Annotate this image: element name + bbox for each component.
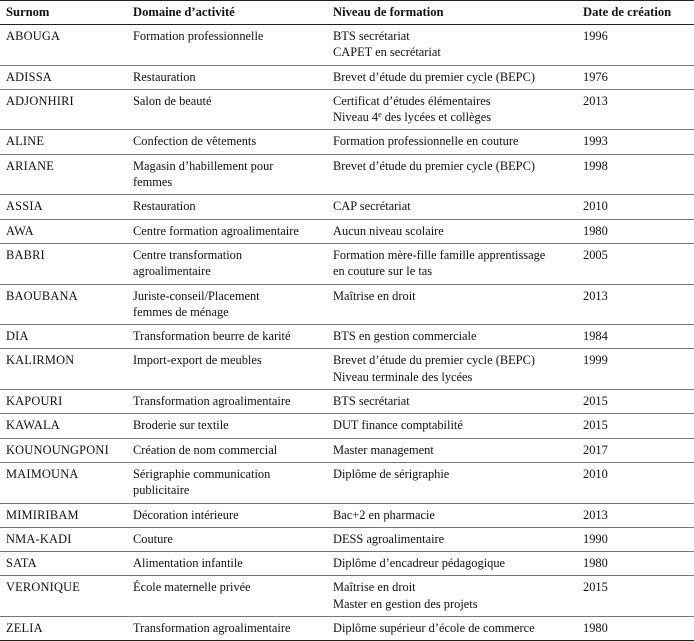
formation-line: Niveau terminale des lycées	[333, 369, 473, 384]
cell-domaine	[127, 325, 327, 349]
cell-domaine	[127, 462, 327, 503]
formation-line: Aucun niveau scolaire	[333, 223, 444, 238]
cell-surnom: BABRI	[0, 243, 127, 284]
formation-line: Formation mère-fille famille apprentissage	[333, 247, 546, 262]
cell-formation	[327, 325, 577, 349]
table-row	[0, 390, 694, 414]
cell-domaine	[127, 438, 327, 462]
cell-surnom: KAWALA	[0, 414, 127, 438]
cell-surnom: DIA	[0, 325, 127, 349]
cell-domaine	[127, 154, 327, 195]
domaine-line: Broderie sur textile	[133, 418, 229, 433]
cell-surnom: SATA	[0, 552, 127, 576]
cell-formation	[327, 349, 577, 390]
cell-domaine	[127, 25, 327, 66]
formation-line: Niveau 4e des lycées et collèges	[333, 110, 492, 125]
domaine-line: Import-export de meubles	[133, 353, 262, 368]
cell-surnom: KOUNOUNGPONI	[0, 438, 127, 462]
cell-formation	[327, 243, 577, 284]
cell-surnom: ARIANE	[0, 154, 127, 195]
cell-surnom: ALINE	[0, 130, 127, 154]
cell-formation	[327, 65, 577, 89]
formation-line: Diplôme d’encadreur pédagogique	[333, 556, 506, 571]
cell-domaine	[127, 552, 327, 576]
domaine-line: Création de nom commercial	[133, 442, 278, 457]
table-row	[0, 89, 694, 130]
table-row	[0, 154, 694, 195]
domaine-line: Couture	[133, 531, 173, 546]
cell-domaine	[127, 219, 327, 243]
cell-domaine	[127, 65, 327, 89]
header-date: Date de création	[577, 1, 694, 25]
formation-line: DUT finance comptabilité	[333, 418, 463, 433]
cell-surnom: MAIMOUNA	[0, 462, 127, 503]
formation-line: Bac+2 en pharmacie	[333, 507, 435, 522]
cell-date: 2015	[577, 390, 694, 414]
cell-formation	[327, 438, 577, 462]
cell-date: 1993	[577, 130, 694, 154]
cell-domaine	[127, 243, 327, 284]
table-row	[0, 617, 694, 641]
cell-surnom: KALIRMON	[0, 349, 127, 390]
domaine-line: Centre transformation	[133, 247, 243, 262]
formation-line: Diplôme supérieur d’école de commerce	[333, 621, 535, 636]
cell-formation	[327, 89, 577, 130]
cell-surnom: KAPOURI	[0, 390, 127, 414]
table-row	[0, 527, 694, 551]
domaine-line: Transformation beurre de karité	[133, 329, 291, 344]
cell-formation	[327, 462, 577, 503]
cell-date: 2010	[577, 462, 694, 503]
cell-surnom: VERONIQUE	[0, 576, 127, 617]
formation-line: CAP secrétariat	[333, 199, 411, 214]
cell-date: 2017	[577, 438, 694, 462]
cell-formation	[327, 130, 577, 154]
cell-domaine	[127, 284, 327, 325]
cell-date: 1980	[577, 552, 694, 576]
table-row	[0, 552, 694, 576]
formation-line: Certificat d’études élémentaires	[333, 93, 491, 108]
domaine-line: Juriste-conseil/Placement	[133, 288, 260, 303]
cell-surnom: MIMIRIBAM	[0, 503, 127, 527]
cell-surnom: AWA	[0, 219, 127, 243]
table-row	[0, 325, 694, 349]
formation-line: BTS en gestion commerciale	[333, 329, 477, 344]
domaine-line: École maternelle privée	[133, 580, 251, 595]
table-body	[0, 25, 694, 641]
domaine-line: Restauration	[133, 69, 196, 84]
table-row	[0, 462, 694, 503]
formation-line: BTS secrétariat	[333, 394, 410, 409]
cell-formation	[327, 414, 577, 438]
cell-surnom: ZELIA	[0, 617, 127, 641]
table-row	[0, 219, 694, 243]
formation-line: en couture sur le tas	[333, 264, 433, 279]
table-row	[0, 503, 694, 527]
cell-date: 1990	[577, 527, 694, 551]
cell-date: 2013	[577, 284, 694, 325]
cell-date: 2010	[577, 195, 694, 219]
table-row	[0, 349, 694, 390]
cell-domaine	[127, 503, 327, 527]
domaine-line: Magasin d’habillement pour	[133, 158, 274, 173]
formation-line: Brevet d’étude du premier cycle (BEPC)	[333, 69, 535, 84]
domaine-line: agroalimentaire	[133, 264, 211, 279]
formation-line: CAPET en secrétariat	[333, 45, 441, 60]
cell-date: 2013	[577, 503, 694, 527]
formation-line: Diplôme de sérigraphie	[333, 466, 450, 481]
domaine-line: Formation professionnelle	[133, 29, 264, 43]
cell-surnom: ABOUGA	[0, 25, 127, 66]
cell-date: 1998	[577, 154, 694, 195]
header-domaine: Domaine d’activité	[127, 1, 327, 25]
cell-formation	[327, 284, 577, 325]
cell-date: 2015	[577, 414, 694, 438]
table-row	[0, 130, 694, 154]
cell-date: 2005	[577, 243, 694, 284]
cell-surnom: ADJONHIRI	[0, 89, 127, 130]
cell-surnom: ADISSA	[0, 65, 127, 89]
header-formation: Niveau de formation	[327, 1, 577, 25]
formation-line: DESS agroalimentaire	[333, 531, 445, 546]
domaine-line: Alimentation infantile	[133, 556, 243, 571]
formation-line: Master management	[333, 442, 434, 457]
domaine-line: Transformation agroalimentaire	[133, 394, 291, 409]
domaine-line: Transformation agroalimentaire	[133, 621, 291, 636]
formation-line: Brevet d’étude du premier cycle (BEPC)	[333, 353, 535, 368]
cell-formation	[327, 576, 577, 617]
cell-date: 1976	[577, 65, 694, 89]
cell-domaine	[127, 195, 327, 219]
cell-formation	[327, 552, 577, 576]
table-row	[0, 243, 694, 284]
table-row	[0, 576, 694, 617]
cell-date: 2013	[577, 89, 694, 130]
domaine-line: Sérigraphie communication	[133, 466, 271, 481]
formation-line: BTS secrétariat	[333, 29, 410, 43]
cell-date: 1984	[577, 325, 694, 349]
formation-line: Brevet d’étude du premier cycle (BEPC)	[333, 158, 535, 173]
formation-line: Master en gestion des projets	[333, 596, 478, 611]
cell-domaine	[127, 576, 327, 617]
cell-domaine	[127, 89, 327, 130]
domaine-line: Décoration intérieure	[133, 507, 239, 522]
table-header-row	[0, 1, 694, 25]
cell-formation	[327, 195, 577, 219]
cell-formation	[327, 390, 577, 414]
table-row	[0, 65, 694, 89]
cell-date: 1999	[577, 349, 694, 390]
table-row	[0, 195, 694, 219]
table-row	[0, 284, 694, 325]
cell-formation	[327, 219, 577, 243]
cell-date: 1996	[577, 25, 694, 66]
cell-domaine	[127, 414, 327, 438]
domaine-line: publicitaire	[133, 483, 190, 498]
domaine-line: femmes	[133, 175, 173, 190]
cell-date: 2015	[577, 576, 694, 617]
table-row	[0, 438, 694, 462]
cell-date: 1980	[577, 219, 694, 243]
domaine-line: Centre formation agroalimentaire	[133, 223, 299, 238]
domaine-line: femmes de ménage	[133, 304, 229, 319]
cell-formation	[327, 503, 577, 527]
domaine-line: Confection de vêtements	[133, 134, 257, 149]
formation-line: Formation professionnelle en couture	[333, 134, 519, 149]
header-surnom: Surnom	[0, 1, 127, 25]
cell-domaine	[127, 349, 327, 390]
cell-formation	[327, 527, 577, 551]
cell-domaine	[127, 617, 327, 641]
cell-surnom: BAOUBANA	[0, 284, 127, 325]
cell-formation	[327, 154, 577, 195]
table-row	[0, 25, 694, 66]
formation-line: Maîtrise en droit	[333, 288, 416, 303]
cell-domaine	[127, 390, 327, 414]
cell-date: 1980	[577, 617, 694, 641]
cell-domaine	[127, 130, 327, 154]
cell-domaine	[127, 527, 327, 551]
domaine-line: Restauration	[133, 199, 196, 214]
cell-surnom: ASSIA	[0, 195, 127, 219]
cell-surnom: NMA-KADI	[0, 527, 127, 551]
cell-formation	[327, 617, 577, 641]
cell-formation	[327, 25, 577, 66]
formation-line: Maîtrise en droit	[333, 580, 416, 595]
table-row	[0, 414, 694, 438]
domaine-line: Salon de beauté	[133, 93, 212, 108]
